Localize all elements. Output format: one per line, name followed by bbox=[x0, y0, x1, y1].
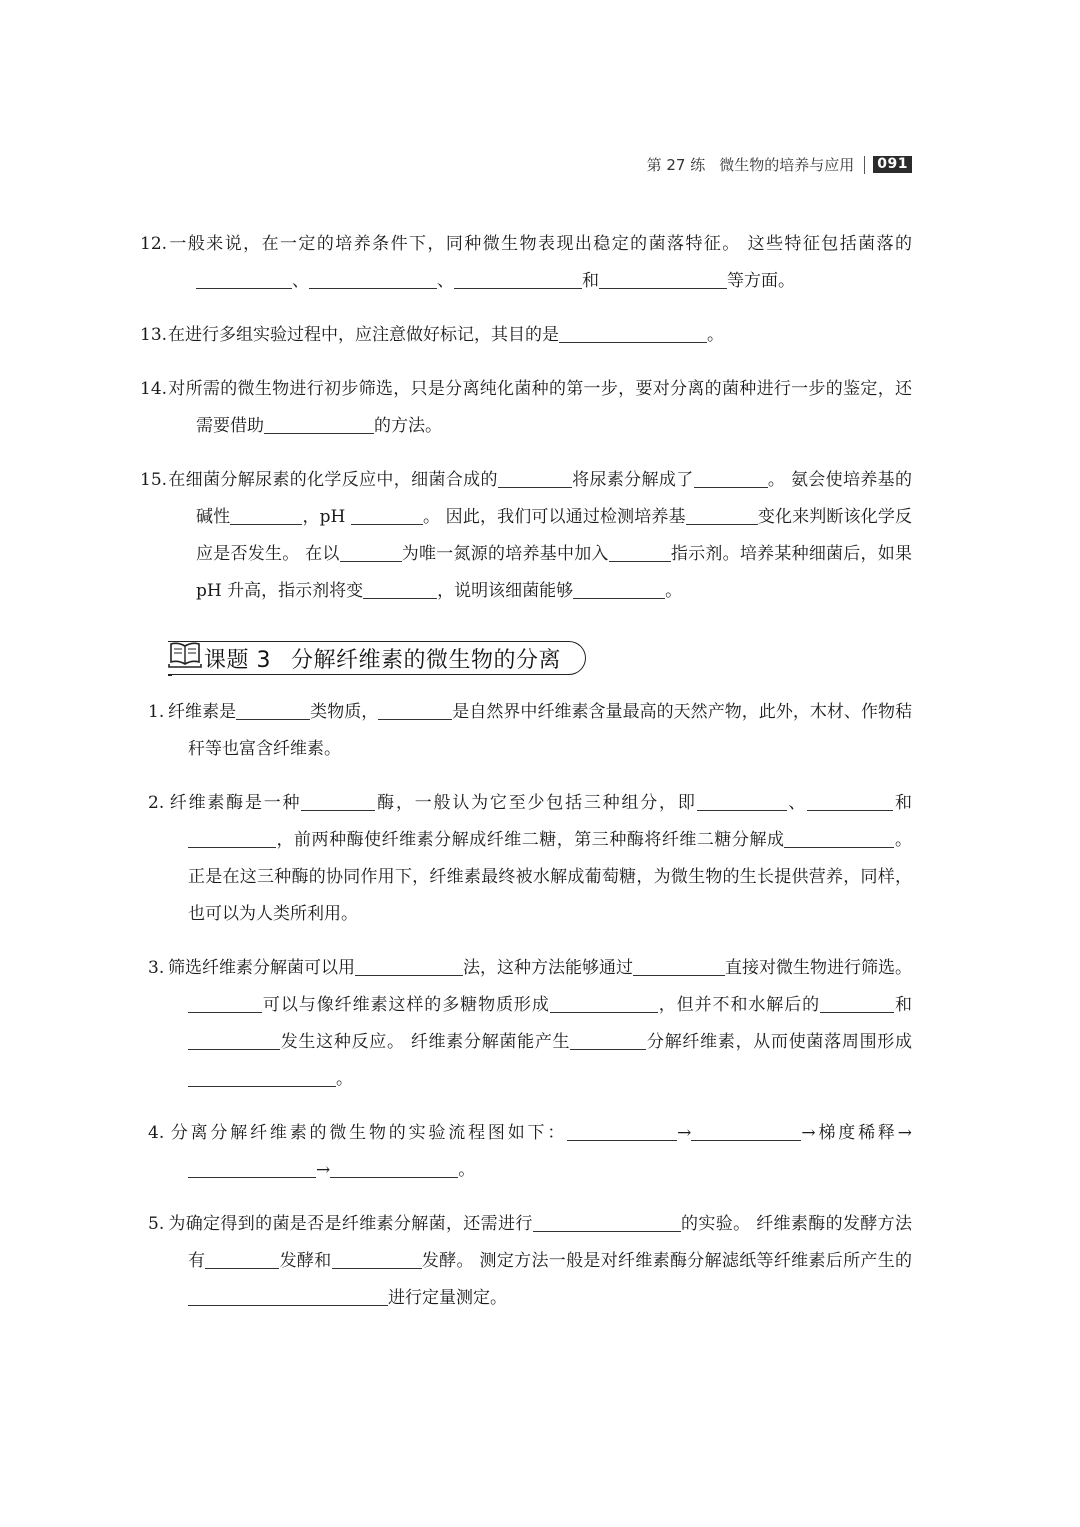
question-text: 分离分解纤维素的微生物的实验流程图如下： bbox=[168, 1123, 568, 1143]
answer-blank[interactable] bbox=[330, 1157, 458, 1178]
question-text: 为确定得到的菌是否是纤维素分解菌，还需进行 bbox=[168, 1214, 533, 1234]
answer-blank[interactable] bbox=[820, 992, 894, 1013]
question-text: 为唯一氮源的培养基中加入 bbox=[401, 544, 609, 564]
answer-blank[interactable] bbox=[264, 413, 374, 434]
header-divider bbox=[864, 156, 865, 174]
lesson-title: 微生物的培养与应用 bbox=[719, 156, 855, 174]
page-content bbox=[140, 226, 913, 1317]
question-text: 纤维素酶是一种 bbox=[168, 793, 302, 813]
section-heading-frame bbox=[168, 641, 586, 675]
answer-blank[interactable] bbox=[188, 992, 262, 1013]
question-text: ，说明该细菌能够 bbox=[437, 581, 574, 601]
question-text: 。 bbox=[458, 1160, 476, 1180]
answer-blank[interactable] bbox=[550, 992, 658, 1013]
question-text: ，pH bbox=[302, 507, 351, 527]
answer-blank[interactable] bbox=[498, 467, 572, 488]
question-text: 。 bbox=[665, 581, 683, 601]
question-text: 、 bbox=[437, 271, 454, 291]
question-s5: 5. 为确定得到的菌是否是纤维素分解菌，还需进行 的实验。 纤维素酶的发酵方法有 发酵和 发酵。 测定方法一般是对纤维素酶分解滤纸等纤维素后所产生的进行定量测定。 bbox=[168, 1206, 912, 1317]
question-text: 和 bbox=[894, 995, 913, 1015]
answer-blank[interactable] bbox=[351, 504, 423, 525]
answer-blank[interactable] bbox=[332, 1248, 422, 1269]
question-text: 直接对微生物进行筛选。 bbox=[725, 958, 912, 978]
question-text: 。 氨会使培养基的碱性 bbox=[196, 470, 913, 527]
answer-blank[interactable] bbox=[454, 268, 582, 289]
question-12: 12.一般来说，在一定的培养条件下，同种微生物表现出稳定的菌落特征。 这些特征包括菌落的、 、 和 等方面。 bbox=[140, 234, 912, 291]
answer-blank[interactable] bbox=[697, 790, 787, 811]
lesson-number: 第 27 练 bbox=[646, 156, 706, 174]
section-label: 课题 3 bbox=[204, 647, 271, 673]
answer-blank[interactable] bbox=[188, 1285, 388, 1306]
answer-blank[interactable] bbox=[309, 268, 437, 289]
question-text: 分解纤维素，从而使菌落周围形成 bbox=[646, 1032, 913, 1052]
question-text: →梯度稀释→ bbox=[801, 1123, 912, 1143]
section-title-text: 分解纤维素的微生物的分离 bbox=[291, 647, 562, 673]
question-text: 。 因此，我们可以通过检测培养基 bbox=[422, 507, 686, 527]
answer-blank[interactable] bbox=[573, 578, 665, 599]
question-text: 的实验。 纤维素酶的发酵方法有 bbox=[188, 1214, 913, 1271]
question-text: 发酵和 bbox=[279, 1251, 332, 1271]
answer-blank[interactable] bbox=[340, 541, 402, 562]
page-header bbox=[647, 154, 912, 175]
answer-blank[interactable] bbox=[567, 1120, 677, 1141]
question-text: 将尿素分解成了 bbox=[571, 470, 694, 490]
question-text: 筛选纤维素分解菌可以用 bbox=[168, 958, 355, 978]
question-text: 一般来说，在一定的培养条件下，同种微生物表现出稳定的菌落特征。 这些特征包括菌落的 bbox=[168, 234, 912, 254]
answer-blank[interactable] bbox=[559, 322, 707, 343]
question-text: 对所需的微生物进行初步筛选，只是分离纯化菌种的第一步，要对分离的菌种进行一步的鉴定，还需要借助 bbox=[168, 379, 912, 436]
question-text: 酶，一般认为它至少包括三种组分，即 bbox=[375, 793, 697, 813]
answer-blank[interactable] bbox=[196, 268, 292, 289]
answer-blank[interactable] bbox=[205, 1248, 279, 1269]
question-text: 可以与像纤维素这样的多糖物质形成 bbox=[262, 995, 550, 1015]
question-text: 。 bbox=[336, 1069, 353, 1089]
answer-blank[interactable] bbox=[355, 955, 463, 976]
answer-blank[interactable] bbox=[188, 827, 276, 848]
answer-blank[interactable] bbox=[609, 541, 671, 562]
answer-blank[interactable] bbox=[301, 790, 375, 811]
question-text: 和 bbox=[582, 271, 599, 291]
section-title bbox=[204, 643, 561, 674]
question-text: 纤维素是 bbox=[168, 702, 237, 722]
question-text: 发酵。 测定方法一般是对纤维素酶分解滤纸等纤维素后所产生的 bbox=[421, 1251, 913, 1271]
answer-blank[interactable] bbox=[599, 268, 727, 289]
question-text: 进行定量测定。 bbox=[388, 1288, 507, 1308]
question-s3: 3. 筛选纤维素分解菌可以用 法，这种方法能够通过 直接对微生物进行筛选。 可以与像纤维素这样的多糖物质形成 ，但并不和水解后的 和发生这种反应。 纤维素分解菌能产生 分解纤维素，从而使菌落周围形成。 bbox=[168, 950, 912, 1098]
question-text: 。 bbox=[707, 325, 724, 345]
question-15: 15.在细菌分解尿素的化学反应中，细菌合成的 将尿素分解成了 。 氨会使培养基的碱性 ，pH 。 因此，我们可以通过检测培养基 变化来判断该化学反应是否发生。 在以 为唯一氮源的培养基中加入 指示剂。培养某种细菌后，如果 pH 升高，指示剂将变 ，说明该细菌能够 。 bbox=[168, 462, 912, 610]
question-text: 的方法。 bbox=[374, 416, 442, 436]
question-text: 、 bbox=[292, 271, 309, 291]
answer-blank[interactable] bbox=[694, 467, 768, 488]
question-s4: 4. 分离分解纤维素的微生物的实验流程图如下： → →梯度稀释→→ 。 bbox=[168, 1115, 912, 1189]
answer-blank[interactable] bbox=[188, 1066, 336, 1087]
answer-blank[interactable] bbox=[363, 578, 437, 599]
question-s2: 2. 纤维素酶是一种 酶，一般认为它至少包括三种组分，即 、 和，前两种酶使纤维素分解成纤维二糖，第三种酶将纤维二糖分解成 。 正是在这三种酶的协同作用下，纤维素最终被水解成葡萄糖，为微生物的生长提供营养，同样，也可以为人类所利用。 bbox=[168, 785, 912, 933]
question-text: 在细菌分解尿素的化学反应中，细菌合成的 bbox=[168, 470, 498, 490]
question-text: 等方面。 bbox=[727, 271, 795, 291]
question-text: 发生这种反应。 纤维素分解菌能产生 bbox=[280, 1032, 571, 1052]
book-icon bbox=[168, 640, 202, 670]
question-s1: 1. 纤维素是 类物质， 是自然界中纤维素含量最高的天然产物，此外，木材、作物秸秆等也富含纤维素。 bbox=[168, 694, 912, 768]
question-text: → bbox=[316, 1160, 331, 1180]
question-14: 14.对所需的微生物进行初步筛选，只是分离纯化菌种的第一步，要对分离的菌种进行一步的鉴定，还需要借助 的方法。 bbox=[140, 379, 912, 436]
answer-blank[interactable] bbox=[378, 699, 452, 720]
answer-blank[interactable] bbox=[691, 1120, 801, 1141]
question-text: 和 bbox=[893, 793, 913, 813]
question-text: 、 bbox=[786, 793, 808, 813]
answer-blank[interactable] bbox=[784, 827, 894, 848]
answer-blank[interactable] bbox=[230, 504, 302, 525]
question-text: 类物质， bbox=[310, 702, 379, 722]
answer-blank[interactable] bbox=[236, 699, 310, 720]
answer-blank[interactable] bbox=[533, 1211, 681, 1232]
answer-blank[interactable] bbox=[188, 1157, 316, 1178]
question-text: 在进行多组实验过程中，应注意做好标记，其目的是 bbox=[168, 325, 559, 345]
answer-blank[interactable] bbox=[807, 790, 893, 811]
answer-blank[interactable] bbox=[686, 504, 758, 525]
question-text: 是自然界中纤维素含量最高的天然产物，此外，木材、作物秸秆等也富含纤维素。 bbox=[188, 702, 913, 759]
section-heading bbox=[168, 638, 912, 678]
question-text: 。 正是在这三种酶的协同作用下，纤维素最终被水解成葡萄糖，为微生物的生长提供营养，同样，也可以为人类所利用。 bbox=[188, 830, 913, 924]
question-text: 变化来判断该化学反应是否发生。 在以 bbox=[196, 507, 913, 564]
question-text: 指示剂。培养某种细菌后，如果 pH 升高，指示剂将变 bbox=[196, 544, 913, 601]
question-text: ，但并不和水解后的 bbox=[657, 995, 821, 1015]
answer-blank[interactable] bbox=[570, 1029, 646, 1050]
answer-blank[interactable] bbox=[633, 955, 725, 976]
question-text: ，前两种酶使纤维素分解成纤维二糖，第三种酶将纤维二糖分解成 bbox=[276, 830, 785, 850]
question-13: 13.在进行多组实验过程中，应注意做好标记，其目的是 。 bbox=[168, 317, 912, 354]
question-text: 法，这种方法能够通过 bbox=[463, 958, 633, 978]
answer-blank[interactable] bbox=[188, 1029, 280, 1050]
question-text: → bbox=[677, 1123, 692, 1143]
page-number: 091 bbox=[873, 156, 912, 173]
